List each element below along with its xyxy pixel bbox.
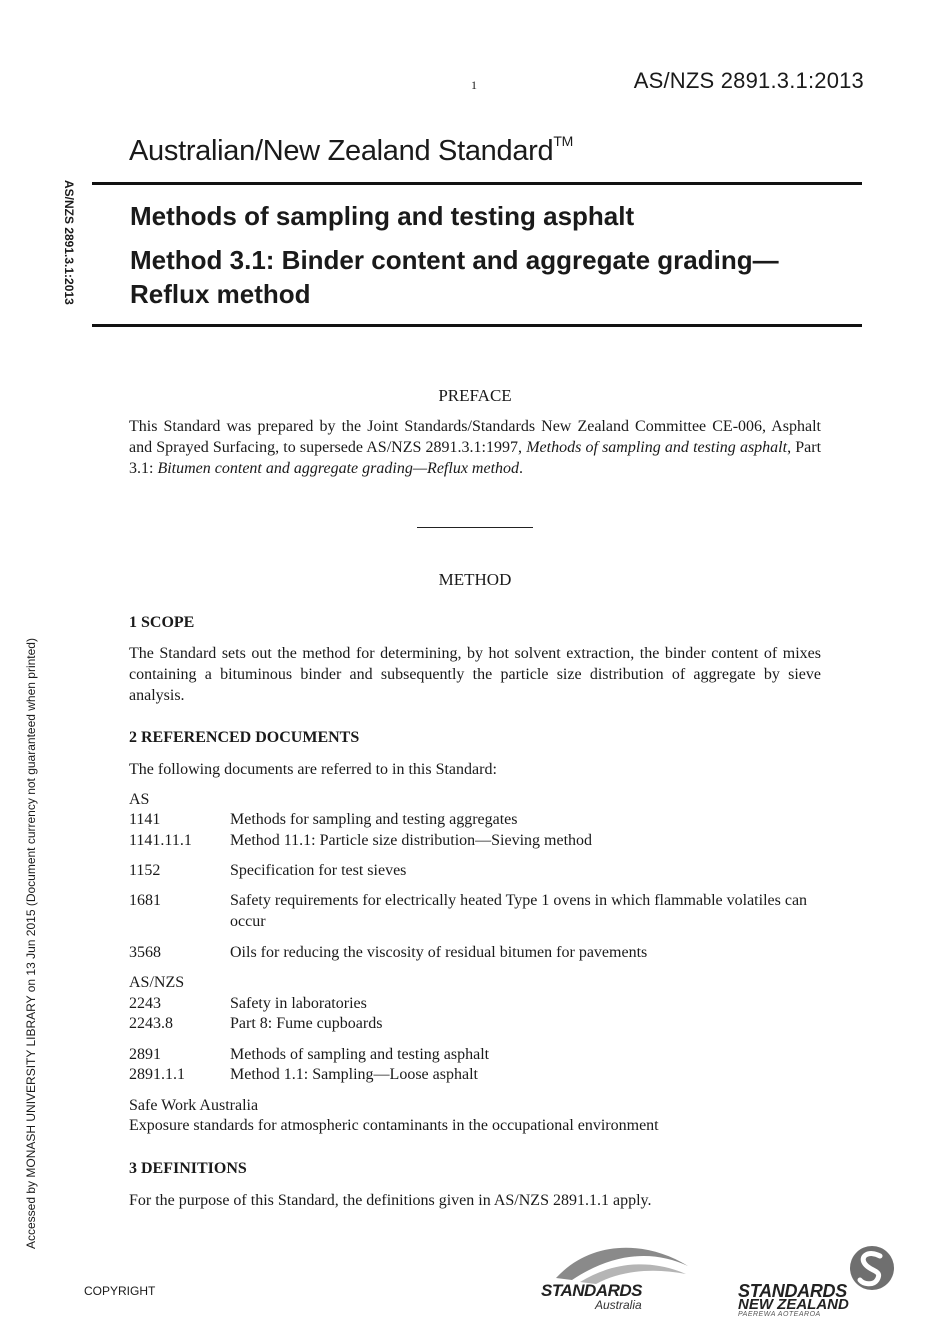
reference-row [129, 993, 821, 1014]
page-number: 1 [471, 78, 477, 92]
standards-new-zealand-logo [735, 1244, 910, 1322]
reference-row [129, 1064, 821, 1085]
preface-text [129, 416, 821, 479]
logo-sa-line2: Australia [595, 1298, 642, 1312]
access-note: Accessed by MONASH UNIVERSITY LIBRARY on 13 Jun 2015 (Document currency not guaranteed when printed) [24, 638, 38, 1249]
references-group-asnzs: AS/NZS [129, 974, 185, 991]
preface-text-a: This Standard was prepared by the Joint Standards/Standards New Zealand Committee CE-006, Asphalt and Sprayed Surfacing, to supersede AS/NZS 2891.3.1:1997, [129, 418, 821, 456]
reference-title: Safety requirements for electrically heated Type 1 ovens in which flammable volatiles can occur [230, 892, 808, 930]
document-title: Methods of sampling and testing asphalt [130, 201, 635, 231]
trademark-mark: TM [553, 133, 573, 149]
reference-code: 1681 [129, 892, 161, 909]
reference-title: Method 1.1: Sampling—Loose asphalt [230, 1066, 478, 1083]
vertical-doc-id: AS/NZS 2891.3.1:2013 [62, 180, 76, 305]
logo-sa-line1: STANDARDS [541, 1281, 642, 1300]
standards-australia-logo [536, 1244, 696, 1314]
scope-text: The Standard sets out the method for determining, by hot solvent extraction, the binder content of mixes containing a bituminous binder and subsequently the particle size distribution of aggregate by sieve analysis. [129, 645, 821, 704]
references-group-as: AS [129, 791, 150, 808]
swa-title: Safe Work Australia [129, 1097, 259, 1114]
section-divider [417, 527, 533, 528]
reference-title: Methods of sampling and testing asphalt [230, 1046, 490, 1063]
reference-row [129, 890, 821, 932]
references-heading: 2 REFERENCED DOCUMENTS [129, 729, 360, 746]
reference-row [129, 860, 821, 881]
reference-code: 1141 [129, 811, 161, 828]
preface-text-c: , Part 3.1: [129, 439, 822, 477]
scope-heading: 1 SCOPE [129, 614, 195, 631]
reference-title: Part 8: Fume cupboards [230, 1015, 383, 1032]
reference-code: 2243 [129, 995, 161, 1012]
preface-text-e: . [519, 460, 524, 477]
document-id: AS/NZS 2891.3.1:2013 [633, 68, 864, 93]
reference-code: 2243.8 [129, 1015, 173, 1032]
references-intro: The following documents are referred to in this Standard: [129, 761, 497, 778]
logo-nz-line2: NEW ZEALAND [738, 1296, 849, 1313]
reference-title: Oils for reducing the viscosity of residual bitumen for pavements [230, 944, 648, 961]
standard-line [129, 135, 573, 168]
definitions-text: For the purpose of this Standard, the definitions given in AS/NZS 2891.1.1 apply. [129, 1192, 652, 1209]
title-rule-top [92, 182, 862, 185]
reference-row [129, 809, 821, 830]
reference-title: Safety in laboratories [230, 995, 367, 1012]
method-heading: METHOD [438, 570, 512, 589]
title-rule-bottom [92, 324, 862, 327]
logo-nz-line3: PAEREWA AOTEAROA [738, 1311, 821, 1318]
reference-code: 2891 [129, 1046, 161, 1063]
reference-title: Specification for test sieves [230, 862, 407, 879]
preface-heading: PREFACE [438, 386, 512, 405]
standard-line-text: Australian/New Zealand Standard [129, 135, 554, 167]
s-emblem-icon [847, 1244, 897, 1294]
preface-text-d: Bitumen content and aggregate grading—Reflux method [157, 460, 520, 477]
document-subtitle: Method 3.1: Binder content and aggregate grading—Reflux method [130, 245, 779, 309]
reference-title: Methods for sampling and testing aggregates [230, 811, 518, 828]
preface-text-b: Methods of sampling and testing asphalt [526, 439, 788, 456]
reference-code: 1141.11.1 [129, 832, 192, 849]
reference-row [129, 1044, 821, 1065]
reference-row [129, 830, 821, 851]
definitions-heading: 3 DEFINITIONS [129, 1160, 247, 1177]
logo-nz-line1: STANDARDS [738, 1281, 847, 1301]
reference-code: 1152 [129, 862, 161, 879]
swoosh-icon [536, 1244, 696, 1284]
reference-row [129, 1013, 821, 1034]
reference-code: 3568 [129, 944, 161, 961]
reference-title: Method 11.1: Particle size distribution—Sieving method [230, 832, 593, 849]
reference-row [129, 942, 821, 963]
copyright-label: COPYRIGHT [84, 1284, 156, 1298]
reference-code: 2891.1.1 [129, 1066, 185, 1083]
swa-description: Exposure standards for atmospheric contaminants in the occupational environment [129, 1117, 659, 1134]
